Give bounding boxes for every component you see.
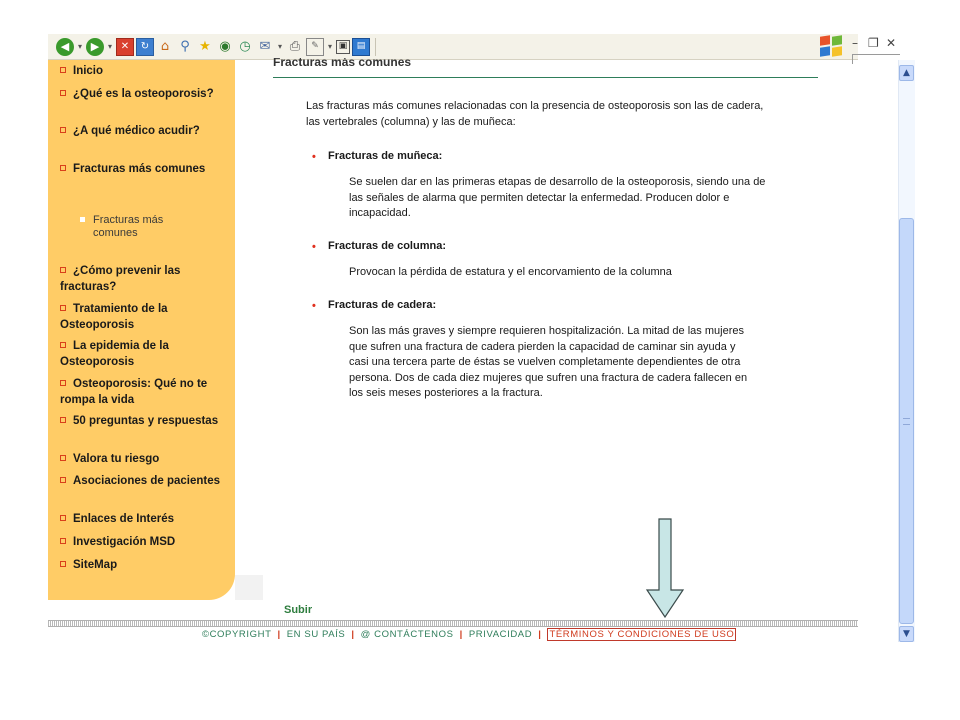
sidebar-item-label: Tratamiento de la Osteoporosis bbox=[60, 303, 168, 331]
edit-icon[interactable]: ✎ bbox=[306, 38, 324, 56]
bullet-icon bbox=[60, 342, 66, 348]
section-heading-cadera bbox=[312, 299, 436, 311]
section-heading-label: Fracturas de cadera: bbox=[328, 299, 437, 311]
sidebar-item-label: Inicio bbox=[73, 65, 104, 77]
sidebar-item-label: Investigación MSD bbox=[73, 536, 176, 548]
sidebar-item-asociaciones[interactable] bbox=[60, 473, 235, 489]
forward-dropdown-icon[interactable]: ▾ bbox=[107, 42, 112, 51]
sidebar-item-label: Asociaciones de pacientes bbox=[73, 475, 221, 487]
footer-separator: | bbox=[538, 629, 542, 640]
messenger-icon[interactable]: ▤ bbox=[352, 38, 370, 56]
subir-link[interactable]: Subir bbox=[284, 604, 313, 616]
mail-dropdown-icon[interactable]: ▾ bbox=[277, 42, 282, 51]
section-heading-columna bbox=[312, 240, 446, 252]
media-icon[interactable]: ◉ bbox=[219, 39, 231, 54]
section-heading-muneca bbox=[312, 150, 442, 162]
back-dropdown-icon[interactable]: ▾ bbox=[77, 42, 82, 51]
footer-separator: | bbox=[459, 629, 463, 640]
footer-divider bbox=[48, 620, 858, 627]
mail-icon[interactable]: ✉ bbox=[259, 39, 271, 54]
sidebar-bottom-shade bbox=[235, 575, 263, 600]
bullet-icon bbox=[60, 305, 66, 311]
bullet-icon: • bbox=[312, 241, 316, 253]
annotation-arrow-icon bbox=[645, 518, 685, 618]
page-title: Fracturas más comunes bbox=[273, 58, 412, 66]
bullet-icon bbox=[60, 90, 66, 96]
minimize-icon[interactable]: – bbox=[852, 36, 858, 50]
sidebar-item-epidemia[interactable] bbox=[60, 338, 235, 370]
bullet-icon bbox=[60, 515, 66, 521]
print-icon[interactable]: ⎙ bbox=[289, 39, 301, 54]
sidebar-item-label: ¿Cómo prevenir las fracturas? bbox=[60, 265, 181, 293]
sidebar-subitem-fracturas[interactable] bbox=[80, 214, 200, 240]
sidebar-item-medico[interactable] bbox=[60, 123, 235, 139]
sidebar-item-label: Fracturas más comunes bbox=[73, 163, 206, 175]
sidebar-item-valora[interactable] bbox=[60, 451, 235, 467]
bullet-icon: • bbox=[312, 151, 316, 163]
discuss-icon[interactable]: ▣ bbox=[336, 40, 350, 54]
bullet-icon bbox=[60, 455, 66, 461]
home-icon[interactable]: ⌂ bbox=[160, 39, 170, 54]
bullet-icon bbox=[60, 538, 66, 544]
restore-icon[interactable]: ❐ bbox=[868, 36, 879, 50]
sub-bullet-icon bbox=[80, 217, 85, 222]
footer-links bbox=[202, 629, 736, 640]
title-divider bbox=[273, 77, 818, 78]
footer-separator: | bbox=[351, 629, 355, 640]
favorites-icon[interactable]: ★ bbox=[199, 39, 211, 54]
bullet-icon bbox=[60, 267, 66, 273]
sidebar-item-fracturas[interactable] bbox=[60, 161, 235, 177]
sidebar-item-enlaces[interactable] bbox=[60, 511, 235, 527]
sidebar-item-sitemap[interactable] bbox=[60, 557, 235, 573]
section-text-columna: Provocan la pérdida de estatura y el encorvamiento de la columna bbox=[349, 266, 672, 278]
toolbar-separator bbox=[375, 38, 376, 56]
sidebar-item-50-preguntas[interactable] bbox=[60, 413, 235, 429]
footer-separator: | bbox=[277, 629, 281, 640]
footer-link-contactenos[interactable]: @ CONTÁCTENOS bbox=[360, 629, 454, 640]
footer-link-copyright[interactable]: ©COPYRIGHT bbox=[202, 629, 272, 640]
bullet-icon bbox=[60, 561, 66, 567]
bullet-icon bbox=[60, 477, 66, 483]
window-controls bbox=[850, 36, 920, 52]
sidebar-item-label: SiteMap bbox=[73, 559, 118, 571]
sidebar-item-no-te-rompa[interactable] bbox=[60, 376, 235, 408]
bullet-icon bbox=[60, 127, 66, 133]
sidebar-item-label: ¿Qué es la osteoporosis? bbox=[73, 88, 214, 100]
sidebar-item-label: ¿A qué médico acudir? bbox=[73, 125, 200, 137]
stop-icon[interactable]: ✕ bbox=[116, 38, 134, 56]
section-heading-label: Fracturas de columna: bbox=[328, 240, 446, 252]
windows-logo-icon bbox=[820, 36, 844, 58]
sidebar-gutter bbox=[235, 60, 263, 600]
section-text-muneca: Se suelen dar en las primeras etapas de desarrollo de la osteoporosis, siendo una de las señales de alarma que permiten detectar la enfermedad. Producen dolor e incapacidad. bbox=[349, 176, 766, 219]
sidebar-item-label: La epidemia de la Osteoporosis bbox=[60, 340, 169, 368]
search-icon[interactable]: ⚲ bbox=[180, 39, 190, 54]
sidebar-item-inicio[interactable] bbox=[60, 63, 235, 79]
sidebar-item-investigacion[interactable] bbox=[60, 534, 235, 550]
bullet-icon: • bbox=[312, 300, 316, 312]
bullet-icon bbox=[60, 380, 66, 386]
section-heading-label: Fracturas de muñeca: bbox=[328, 150, 443, 162]
scrollbar-grip-icon bbox=[903, 418, 910, 425]
bullet-icon bbox=[60, 165, 66, 171]
bullet-icon bbox=[60, 417, 66, 423]
back-icon[interactable]: ◀ bbox=[56, 38, 74, 56]
forward-icon[interactable]: ▶ bbox=[86, 38, 104, 56]
close-icon[interactable]: ✕ bbox=[886, 36, 897, 50]
browser-toolbar bbox=[48, 34, 858, 60]
footer-link-en-su-pais[interactable]: EN SU PAÍS bbox=[286, 629, 346, 640]
history-icon[interactable]: ◷ bbox=[239, 39, 251, 54]
sidebar-item-prevenir[interactable] bbox=[60, 263, 235, 295]
sidebar-item-tratamiento[interactable] bbox=[60, 301, 235, 333]
sidebar-item-label: Osteoporosis: Qué no te rompa la vida bbox=[60, 378, 208, 406]
scroll-up-icon[interactable]: ▲ bbox=[899, 65, 914, 81]
sidebar-item-label: Valora tu riesgo bbox=[73, 453, 160, 465]
footer-link-privacidad[interactable]: PRIVACIDAD bbox=[468, 629, 533, 640]
scroll-down-icon[interactable]: ▼ bbox=[899, 626, 914, 642]
sidebar-item-que-es[interactable] bbox=[60, 86, 235, 102]
edit-dropdown-icon[interactable]: ▾ bbox=[327, 42, 332, 51]
intro-paragraph: Las fracturas más comunes relacionadas con la presencia de osteoporosis son las de cadera, las vertebrales (columna) y las de muñeca: bbox=[306, 100, 764, 128]
section-text-cadera: Son las más graves y siempre requieren hospitalización. La mitad de las mujeres que sufren una fractura de cadera pierden la capacidad de caminar sin ayuda y casi una tercera parte de éstas se vuelven completamente dependientes de otra persona. Dos de cada diez mujeres que sufren una fractura de cadera fallecen en los seis meses posteriores a la fractura. bbox=[349, 325, 748, 399]
footer-link-terminos[interactable]: TÉRMINOS Y CONDICIONES DE USO bbox=[549, 629, 735, 640]
menu-frame bbox=[852, 54, 900, 64]
sidebar-subitem-label: Fracturas más comunes bbox=[93, 214, 164, 239]
bullet-icon bbox=[60, 67, 66, 73]
sidebar-item-label: 50 preguntas y respuestas bbox=[73, 415, 219, 427]
sidebar-item-label: Enlaces de Interés bbox=[73, 513, 174, 525]
refresh-icon[interactable]: ↻ bbox=[136, 38, 154, 56]
